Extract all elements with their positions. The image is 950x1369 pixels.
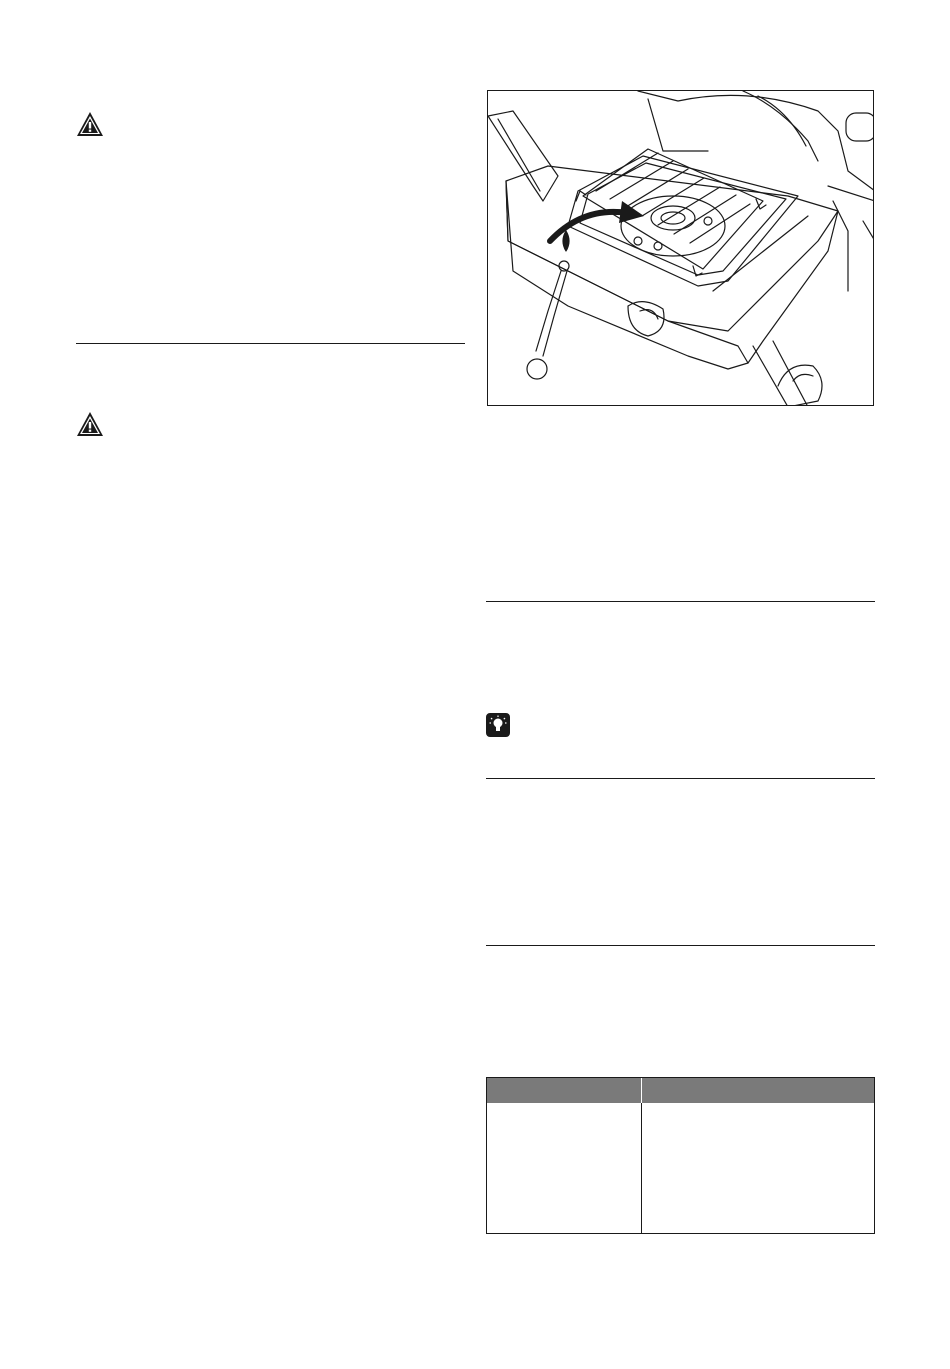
warning-triangle-icon (76, 411, 104, 437)
section-divider (486, 945, 875, 946)
lightbulb-tip-icon (486, 713, 510, 737)
table-header (487, 1078, 874, 1103)
info-table (486, 1077, 875, 1234)
section-divider (486, 778, 875, 779)
side-burner-illustration (487, 90, 874, 406)
warning-triangle-icon (76, 111, 104, 137)
section-divider (486, 601, 875, 602)
section-divider (76, 343, 465, 344)
